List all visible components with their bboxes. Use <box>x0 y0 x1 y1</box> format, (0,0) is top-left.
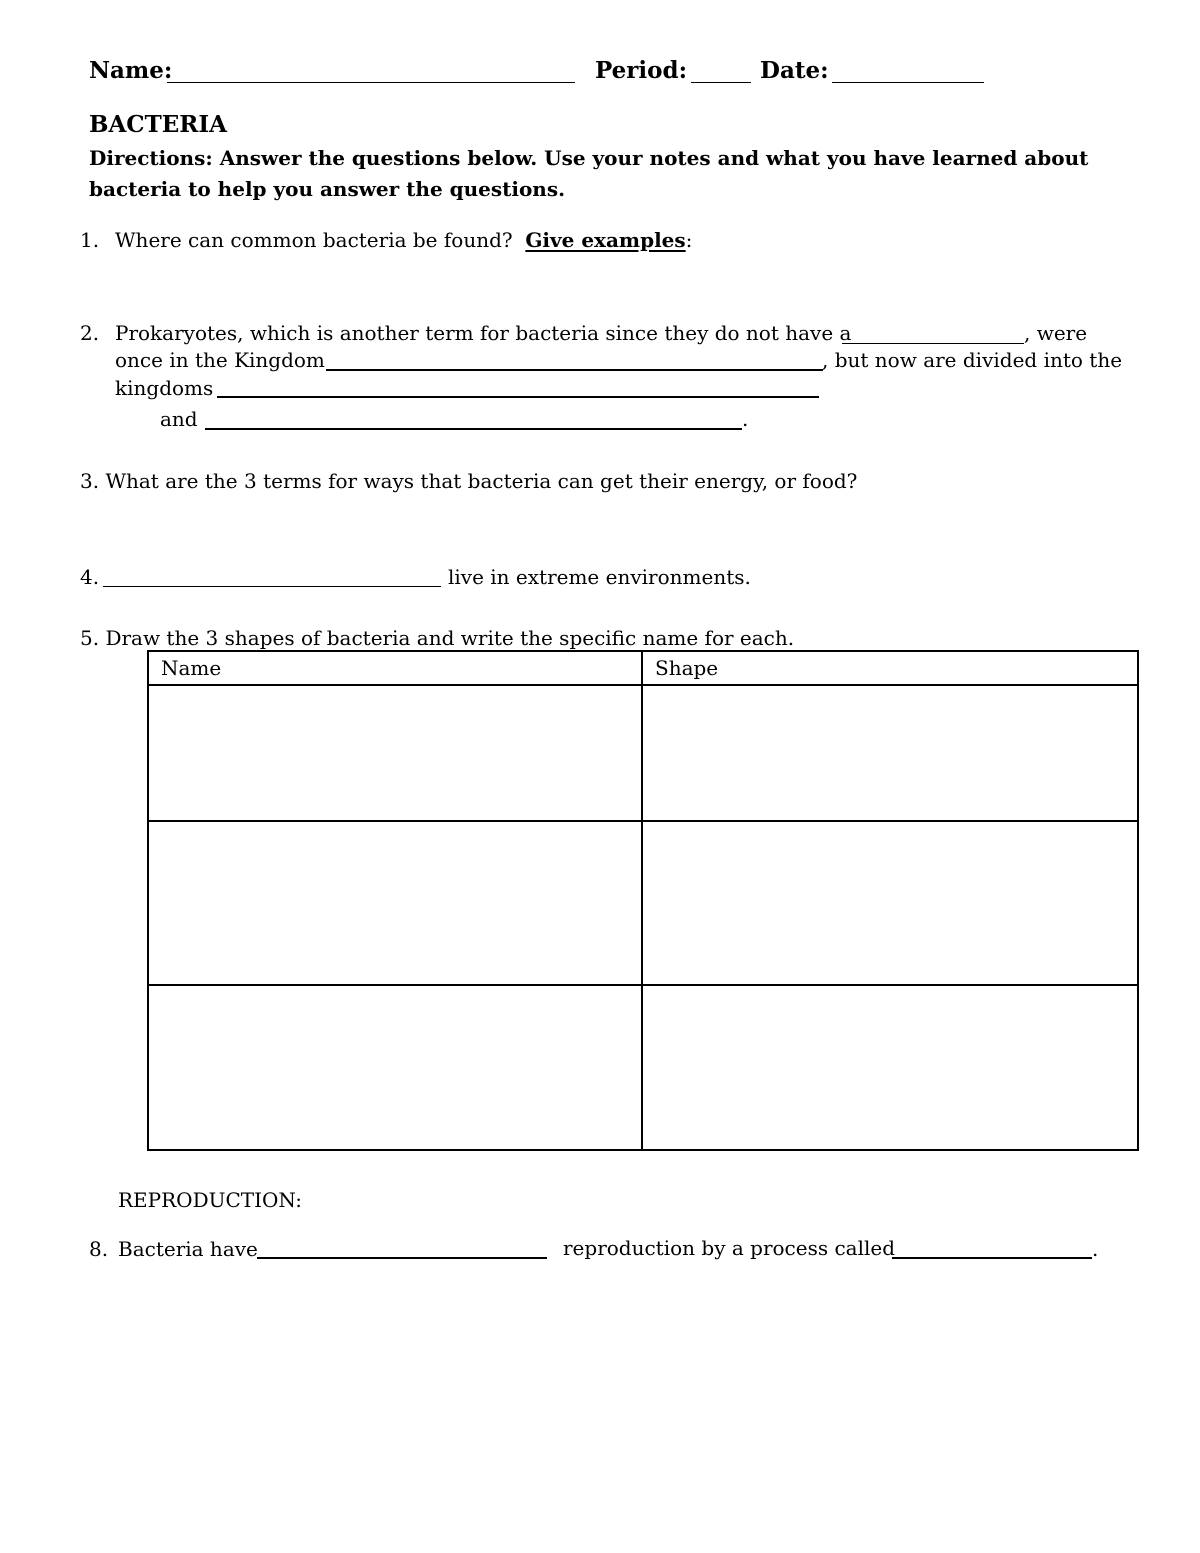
q2-line-4-suffix: . <box>742 407 749 431</box>
shape-cell[interactable] <box>642 685 1138 821</box>
question-3: 3. What are the 3 terms for ways that bacteria can get their energy, or food? <box>80 469 858 493</box>
q2-line-3-prefix: kingdoms <box>115 376 214 400</box>
q2-line-4-prefix: and <box>160 407 198 431</box>
period-label: Period: <box>595 57 688 84</box>
question-5: 5. Draw the 3 shapes of bacteria and write the specific name for each. <box>80 626 795 650</box>
q1-suffix: : <box>685 228 693 252</box>
q2-line-2-prefix: once in the Kingdom <box>115 348 325 372</box>
name-blank[interactable] <box>167 82 575 83</box>
q2-blank-kingdom[interactable] <box>326 369 823 371</box>
column-header-shape: Shape <box>642 651 1138 685</box>
q1-number: 1. <box>80 228 100 252</box>
reproduction-heading: REPRODUCTION: <box>118 1188 302 1212</box>
directions-line-2: bacteria to help you answer the questions. <box>89 177 566 201</box>
q1-emphasis: Give examples <box>525 228 686 252</box>
page-title: BACTERIA <box>89 111 227 138</box>
table-header-row <box>148 651 1138 685</box>
question-1 <box>115 228 692 252</box>
q2-line-1-suffix: , were <box>1024 321 1088 345</box>
q2-number: 2. <box>80 321 100 345</box>
q4-blank[interactable] <box>103 586 441 587</box>
name-cell[interactable] <box>148 985 642 1150</box>
q8-suffix: . <box>1092 1237 1099 1261</box>
q2-line-2-suffix: , but now are divided into the <box>822 348 1123 372</box>
name-label: Name: <box>89 57 173 84</box>
q4-suffix: live in extreme environments. <box>448 565 751 589</box>
q2-blank-kingdom-2[interactable] <box>205 428 742 430</box>
q8-number: 8. <box>89 1237 109 1261</box>
date-label: Date: <box>760 57 829 84</box>
table-row <box>148 685 1138 821</box>
date-blank[interactable] <box>832 82 984 83</box>
q8-blank-process[interactable] <box>892 1257 1092 1259</box>
directions-line-1: Directions: Answer the questions below. Use your notes and what you have learned about <box>89 146 1089 170</box>
q2-blank-nucleus[interactable] <box>842 343 1024 344</box>
period-blank[interactable] <box>691 82 751 83</box>
q2-blank-kingdom-1[interactable] <box>217 396 819 398</box>
table-row <box>148 985 1138 1150</box>
table-row <box>148 821 1138 985</box>
shape-cell[interactable] <box>642 985 1138 1150</box>
shapes-table <box>147 650 1139 1151</box>
name-cell[interactable] <box>148 821 642 985</box>
q8-blank-type[interactable] <box>257 1257 547 1259</box>
q4-number: 4. <box>80 565 100 589</box>
q8-prefix: Bacteria have <box>118 1237 258 1261</box>
column-header-name: Name <box>148 651 642 685</box>
name-cell[interactable] <box>148 685 642 821</box>
q1-text: Where can common bacteria be found? <box>115 228 513 252</box>
q8-middle: reproduction by a process called <box>563 1236 896 1260</box>
shape-cell[interactable] <box>642 821 1138 985</box>
q2-line-1-prefix: Prokaryotes, which is another term for bacteria since they do not have a <box>115 321 852 345</box>
